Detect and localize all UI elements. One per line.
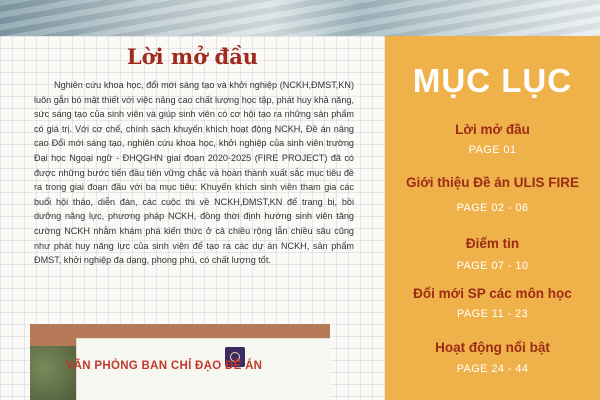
toc-item-news-page: PAGE 07 - 10 [456, 260, 529, 272]
header-photo [0, 0, 600, 36]
toc-item-intro-title[interactable]: Lời mở đầu [455, 122, 530, 137]
intro-title: Lời mở đầu [126, 44, 259, 69]
toc-item-innovation-page: PAGE 11 - 23 [456, 308, 529, 320]
toc-item-intro-page: PAGE 01 [468, 144, 517, 156]
toc-item-highlights-title[interactable]: Hoạt động nổi bật [435, 340, 550, 355]
toc-item-project-title[interactable]: Giới thiệu Đề án ULIS FIRE [405, 175, 580, 190]
toc-title: MỤC LỤC [412, 62, 573, 99]
intro-panel [0, 36, 385, 400]
toc-item-innovation-title[interactable]: Đổi mới SP các môn học [413, 286, 572, 301]
photo-tree [30, 346, 78, 400]
toc-item-news-title[interactable]: Điểm tin [465, 236, 520, 251]
office-photo [30, 324, 330, 400]
intro-paragraph: Nghiên cứu khoa học, đổi mới sáng tạo và khởi nghiệp (NCKH,ĐMST,KN) luôn gắn bó mật thiết với việc nâng cao chất lượng học tập, phát huy khả năng, sức sáng tạo của sinh viên và giúp sinh viên có cơ hội tạo ra những sản phẩm có giá trị. Với cơ chế, chính sách khuyến khích hoạt động NCKH, Đề án nâng cao Đổi mới sáng tạo, nghiên cứu khoa học, khởi nghiệp của sinh viên trường Đại học Ngoại ngữ - ĐHQGHN giai đoạn 2020-2025 (FIRE PROJECT) đã có được những bước tiến đầu tiên vững chắc và hoàn thành xuất sắc mục tiêu đề ra trong giai đoạn đầu với ba mục tiêu: Khuyến khích sinh viên tham gia các buổi hội thảo, diễn đàn, các cuộc thi về NCKH,ĐMST,KN để trang bị, bồi dưỡng năng lực, phương pháp NCKH, đồng thời định hướng sinh viên tăng cường NCKH nhằm khám phá kiến thức ở cả chiều rộng lẫn chiều sâu cũng như phát huy năng lực của sinh viên để tạo ra các dự án NCKH, sản phẩm ĐMST, khởi nghiệp đa dạng, phong phú, có chất lượng tốt. [34, 80, 354, 266]
toc-item-highlights-page: PAGE 24 - 44 [456, 363, 529, 375]
toc-panel [385, 36, 600, 400]
photo-sign-text: VĂN PHÒNG BAN CHỈ ĐẠO ĐỀ ÁN [65, 360, 263, 372]
header-photo-texture [0, 0, 600, 36]
toc-item-project-page: PAGE 02 - 06 [456, 202, 529, 214]
